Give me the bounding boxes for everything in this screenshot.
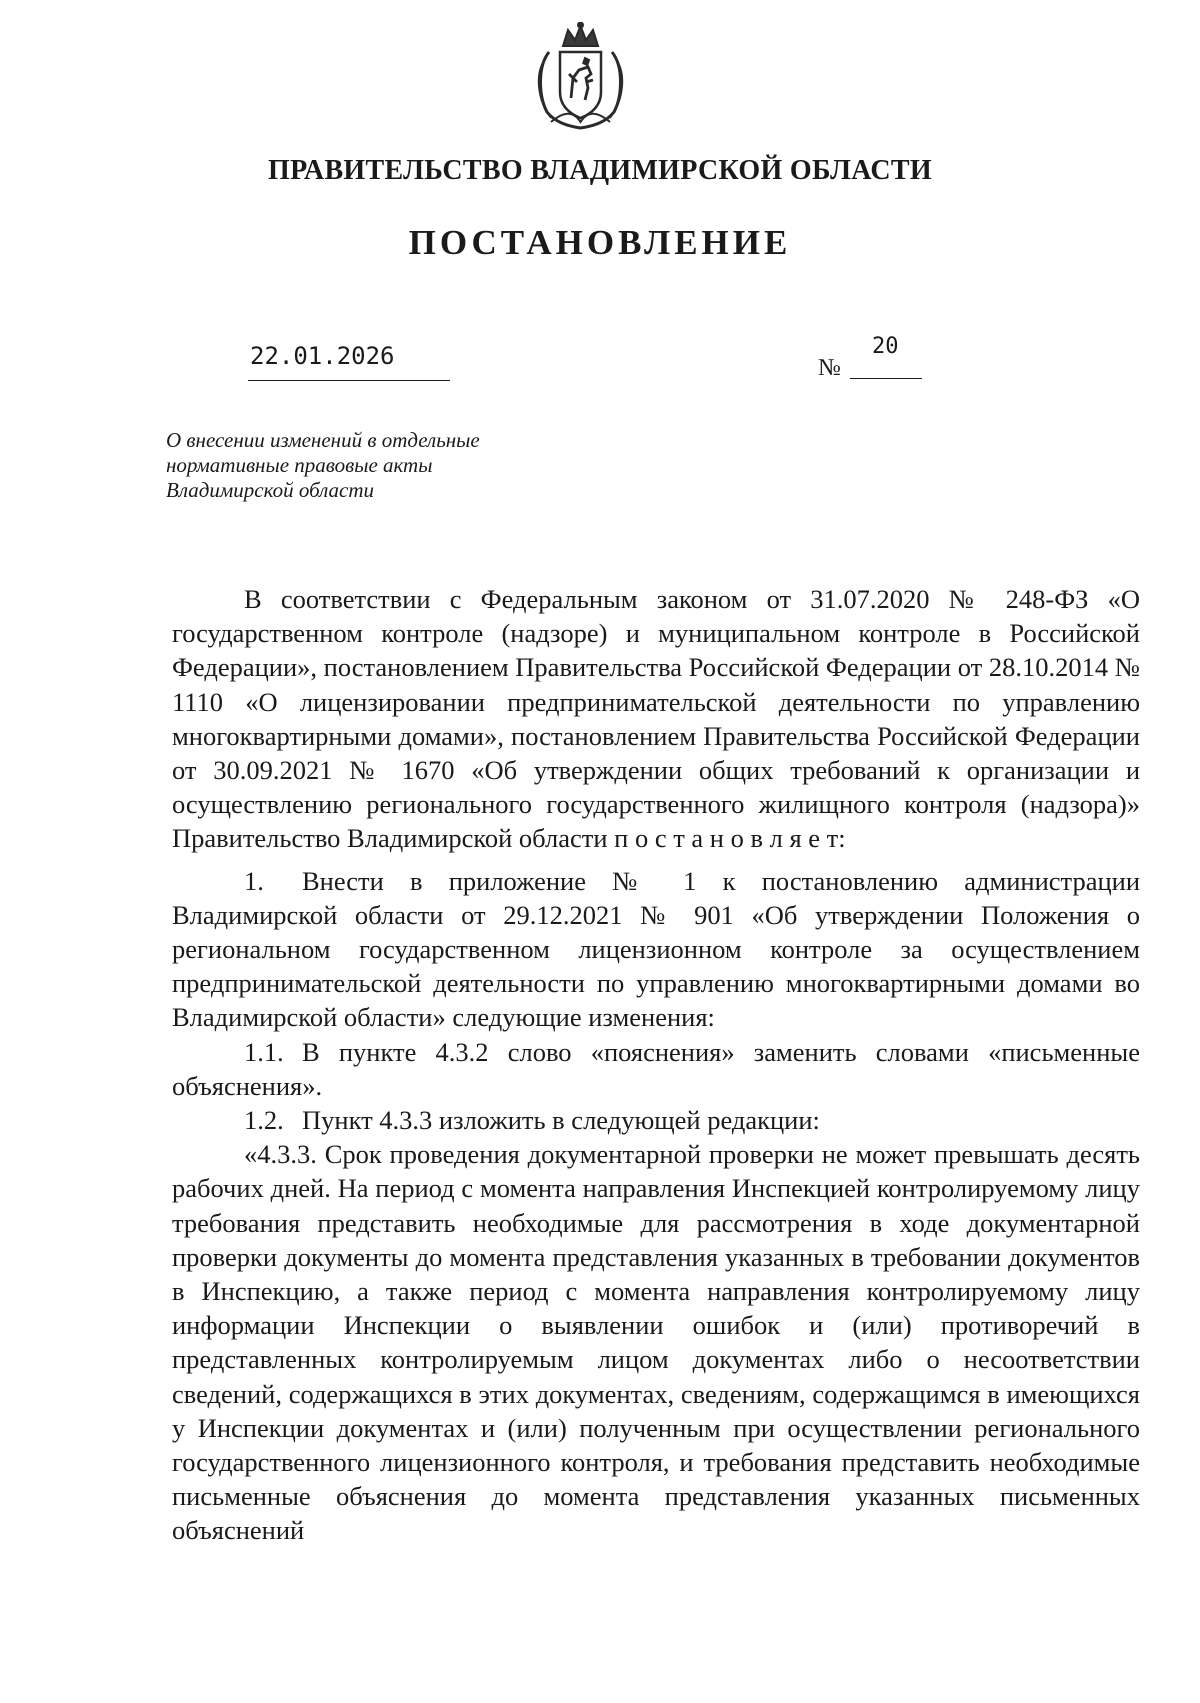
document-type-title: ПОСТАНОВЛЕНИЕ xyxy=(408,223,792,262)
quoted-paragraph: «4.3.3. Срок проведения документарной проверки не может превышать десять рабочих дней. На период с момента направления Инспекцией контролируемому лицу требования представить необходимые для рассмотрения в ходе документарной проверки документы до момента представления указанных в требовании документов в Инспекцию, а также период с момента направления контролируемому лицу информации Инспекции о выявлении ошибок и (или) противоречий в представленных контролируемым лицом документах либо о несоответствии сведений, содержащихся в этих документах, сведениям, содержащимся в имеющихся у Инспекции документах и (или) полученным при осуществлении регионального государственного лицензионного контроля, и требования представить необходимые письменные объяснения до момента представления указанных письменных объяснений xyxy=(172,1139,1140,1546)
preamble-text: В соответствии с Федеральным законом от 31.07.2020 № 248-ФЗ «О государственном контроле (надзоре) и муниципальном контроле в Российской Федерации», постановлением Правительства Российской Федерации от 28.10.2014 № 1110 «О лицензировании предпринимательской деятельности по управлению многоквартирными домами», постановлением Правительства Российской Федерации от 30.09.2021 № 1670 «Об утверждении общих требований к организации и осуществлению регионального государственного жилищного контроля (надзора)» Правительство Владимирской области xyxy=(172,584,1140,854)
item-text: Пункт 4.3.3 изложить в следующей редакции: xyxy=(302,1105,820,1136)
subject-line: О внесении изменений в отдельные xyxy=(166,428,480,452)
organization-title: ПРАВИТЕЛЬСТВО ВЛАДИМИРСКОЙ ОБЛАСТИ xyxy=(268,155,932,186)
subject-line: нормативные правовые акты xyxy=(166,453,433,477)
decree-word: п о с т а н о в л я е т: xyxy=(614,823,846,854)
number-underline xyxy=(850,378,922,379)
document-number: 20 xyxy=(872,334,899,359)
item-number: 1. xyxy=(244,865,264,896)
coat-of-arms-emblem xyxy=(533,22,628,132)
item-1-paragraph xyxy=(172,864,1140,1035)
number-label: № xyxy=(818,355,841,381)
date-underline xyxy=(248,380,450,381)
preamble-paragraph xyxy=(172,582,1140,856)
subject-line: Владимирской области xyxy=(166,478,375,502)
item-1-2-paragraph xyxy=(172,1103,1140,1137)
document-subject xyxy=(166,428,586,503)
item-text: Внести в приложение № 1 к постановлению администрации Владимирской области от 29.12.2021 № 901 «Об утверждении Положения о региональном государственном лицензионном контроле за осуществлением предпринимательской деятельности по управлению многоквартирными домами во Владимирской области» следующие изменения: xyxy=(172,865,1140,1033)
item-number: 1.1. xyxy=(244,1036,284,1067)
item-number: 1.2. xyxy=(244,1105,284,1136)
item-1-1-paragraph xyxy=(172,1035,1140,1103)
document-date: 22.01.2026 xyxy=(250,342,395,370)
item-text: В пункте 4.3.2 слово «пояснения» заменить словами «письменные объяснения». xyxy=(172,1036,1140,1101)
document-body xyxy=(172,582,1140,1548)
